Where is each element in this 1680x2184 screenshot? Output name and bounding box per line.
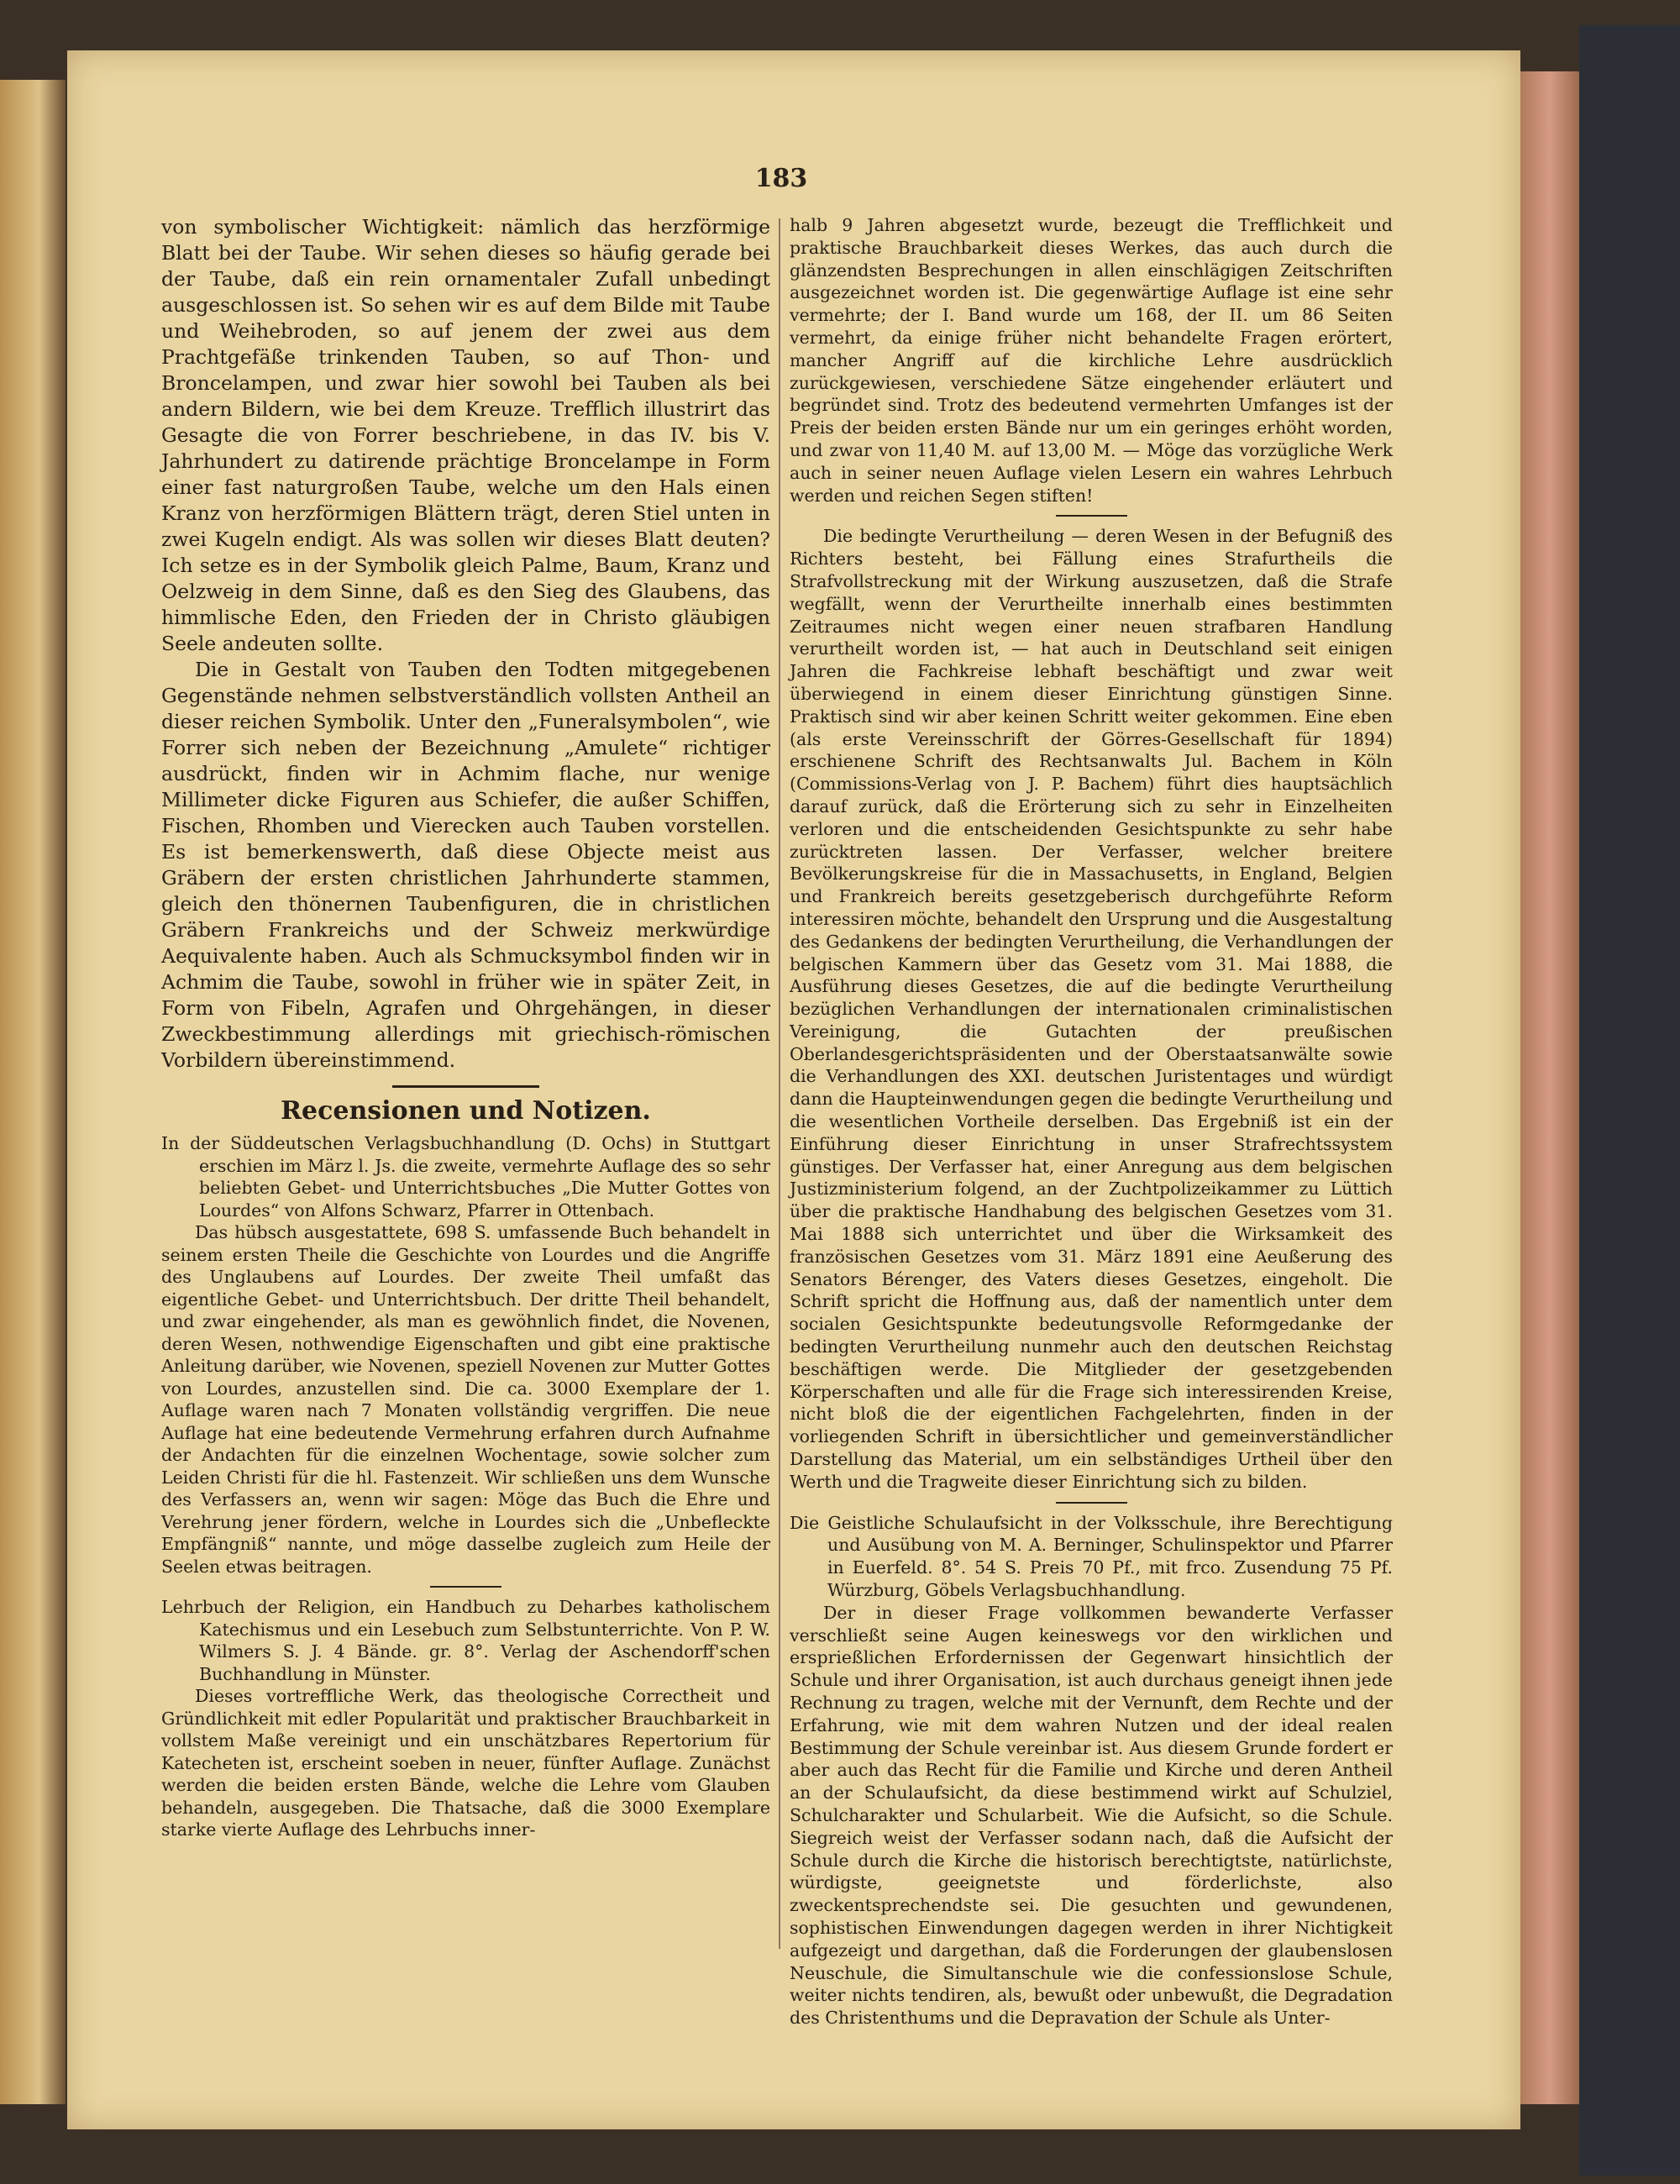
review-body: Das hübsch ausgestattete, 698 S. umfassende Buch behandelt in seinem ersten Theile die Geschichte von Lourdes und die Angriffe des Unglaubens auf Lourdes. Der zweite Theil umfaßt das eigentliche Gebet- und Unterrichtsbuch. Der dritte Theil behandelt, und zwar eingehender, als man es gewöhnlich findet, die Novenen, deren Wesen, nothwendige Eigenschaften und gibt eine praktische Anleitung darüber, wie Novenen, speziell Novenen zur Mutter Gottes von Lourdes, anzustellen sind. Die ca. 3000 Exemplare der 1. Auflage waren nach 7 Monaten vollständig vergriffen. Die neue Auflage hat eine bedeutende Vermehrung erfahren durch Aufnahme der Andachten für die einzelnen Wochentage, sowie solcher zum Leiden Christi für die hl. Fastenzeit. Wir schließen uns dem Wunsche des Verfassers an, wenn wir sagen: Möge das Buch die Ehre und Verehrung jener fördern, welche in Lourdes sich die „Unbefleckte Empfängniß“ nannte, und möge dasselbe zugleich zum Heile der Seelen etwas beitragen.: [161, 1222, 770, 1577]
facing-page-edge: [0, 80, 66, 2104]
separator-rule: [430, 1586, 501, 1588]
book-cover: [1579, 25, 1680, 2176]
separator-rule: [1056, 1502, 1127, 1504]
article-paragraph: Die in Gestalt von Tauben den Todten mitgegebenen Gegenstände nehmen selbstverständlich vollsten Antheil an dieser reichen Symbolik. Unter den „Funeralsymbolen“, wie Forrer sich neben der Bezeichnung „Amulete“ richtiger ausdrückt, finden wir in Achmim flache, nur wenige Millimeter dicke Figuren aus Schiefer, die außer Schiffen, Fischen, Rhomben und Vierecken auch Tauben vorstellen. Es ist bemerkenswerth, daß diese Objecte meist aus Gräbern der ersten christlichen Jahrhunderte stammen, gleich den thönernen Taubenfiguren, die in christlichen Gräbern Frankreichs und der Schweiz merkwürdige Aequivalente haben. Auch als Schmucksymbol finden wir in Achmim die Taube, sowohl in früher wie in später Zeit, in Form von Fibeln, Agrafen und Ohrgehängen, in dieser Zweckbestimmung allerdings mit griechisch-römischen Vorbildern übereinstimmend.: [161, 658, 770, 1072]
review-title: Die Geistliche Schulaufsicht in der Volksschule, ihre Berechtigung und Ausübung von M. A. Berninger, Schulinspektor und Pfarrer in Euerfeld. 8°. 54 S. Preis 70 Pf., mit frco. Zusendung 75 Pf. Würzburg, Göbels Verlagsbuchhandlung.: [790, 1512, 1393, 1601]
section-rule: [392, 1085, 539, 1088]
review-body-continued: halb 9 Jahren abgesetzt wurde, bezeugt die Trefflichkeit und praktische Brauchbarkeit dieses Werkes, das auch durch die glänzendsten Besprechungen in allen einschlägigen Zeitschriften ausgezeichnet worden ist. Die gegenwärtige Auflage ist eine sehr vermehrte; der I. Band wurde um 168, der II. um 86 Seiten vermehrt, da einige früher nicht behandelte Fragen erörtert, mancher Angriff auf die kirchliche Lehre ausdrücklich zurückgewiesen, verschiedene Sätze eingehender erläutert und begründet sind. Trotz des bedeutend vermehrten Umfanges ist der Preis der beiden ersten Bände nur um ein geringes erhöht worden, und zwar von 11,40 M. auf 13,00 M. — Möge das vorzügliche Werk auch in seiner neuen Auflage vielen Lesern ein wahres Lehrbuch werden und reichen Segen stiften!: [790, 215, 1393, 506]
page-number: 183: [754, 164, 808, 193]
article-paragraph: Die bedingte Verurtheilung — deren Wesen in der Befugniß des Richters besteht, bei Fällung eines Strafurtheils die Strafvollstreckung mit der Wirkung auszusetzen, daß die Strafe wegfällt, wenn der Verurtheilte innerhalb eines bestimmten Zeitraumes nicht wegen einer neuen strafbaren Handlung verurtheilt worden ist, — hat auch in Deutschland seit einigen Jahren die Fachkreise lebhaft beschäftigt und zwar weit überwiegend in einem dieser Einrichtung günstigen Sinne. Praktisch sind wir aber keinen Schritt weiter gekommen. Eine eben (als erste Vereinsschrift der Görres-Gesellschaft für 1894) erschienene Schrift des Rechtsanwalts Jul. Bachem in Köln (Commissions-Verlag von J. P. Bachem) führt dies hauptsächlich darauf zurück, daß die Erörterung sich zu sehr in Einzelheiten verloren und die entscheidenden Gesichtspunkte zu sehr habe zurücktreten lassen. Der Verfasser, welcher breitere Bevölkerungskreise für die in Massachusetts, in England, Belgien und Frankreich bereits gesetzgeberisch durchgeführte Reform interessiren möchte, behandelt den Ursprung und die Ausgestaltung des Gedankens der bedingten Verurtheilung, die Verhandlungen der belgischen Kammern über das Gesetz vom 31. Mai 1888, die Ausführung dieses Gesetzes, die auf die bedingte Verurtheilung bezüglichen Verhandlungen der internationalen criminalistischen Vereinigung, die Gutachten der preußischen Oberlandesgerichtspräsidenten und der Oberstaatsanwälte sowie die Verhandlungen des XXI. deutschen Juristentages und würdigt dann die Haupteinwendungen gegen die bedingte Verurtheilung und die wesentlichen Vortheile derselben. Das Ergebniß ist ein der Einführung dieser Einrichtung in unser Strafrechtssystem günstiges. Der Verfasser hat, einer Anregung aus dem belgischen Justizministerium folgend, an der Zuchtpolizeikammer zu Lüttich über die praktische Handhabung des belgischen Gesetzes vom 31. Mai 1888 sich unterrichtet und über die Wirksamkeit des französischen Gesetzes vom 31. März 1891 eine Aeußerung des Senators Bérenger, des Vaters dieses Gesetzes, eingeholt. Die Schrift spricht die Hoffnung aus, daß der namentlich unter dem socialen Gesichtspunkte bedeutungsvolle Reformgedanke der bedingten Verurtheilung nunmehr auch den deutschen Reichstag beschäftigen werde. Die Mitglieder der gesetzgebenden Körperschaften und alle für die Frage sich interessirenden Kreise, nicht bloß die der eigentlichen Fachgelehrten, finden in der vorliegenden Schrift in übersichtlicher und gemeinverständlicher Darstellung das Material, um ein selbständiges Urtheil über den Werth und die Tragweite dieser Einrichtung sich zu bilden.: [790, 526, 1393, 1492]
column-divider: [779, 218, 780, 1949]
review-body: Dieses vortreffliche Werk, das theologische Correctheit und Gründlichkeit mit edler Popularität und praktischer Brauchbarkeit in vollstem Maße vereinigt und ein unschätzbares Repertorium für Katecheten ist, erscheint soeben in neuer, fünfter Auflage. Zunächst werden die beiden ersten Bände, welche die Lehre vom Glauben behandeln, ausgegeben. Die Thatsache, daß die 3000 Exemplare starke vierte Auflage des Lehrbuchs inner-: [161, 1686, 770, 1840]
review-body: Der in dieser Frage vollkommen bewanderte Verfasser verschließt seine Augen keineswegs vor den wirklichen und ersprießlichen Erfordernissen der Gegenwart hinsichtlich der Schule und ihrer Organisation, ist auch durchaus geneigt ihnen jede Rechnung zu tragen, welche mit der Vernunft, dem Rechte und der Erfahrung, wie mit dem wahren Nutzen und der ideal realen Bestimmung der Schule vereinbar ist. Aus diesem Grunde fordert er aber auch das Recht für die Familie und Kirche und deren Antheil an der Schulaufsicht, da diese bestimmend wirkt auf Schulziel, Schulcharakter und Schularbeit. Wie die Aufsicht, so die Schule. Siegreich weist der Verfasser sodann nach, daß die Aufsicht der Schule durch die Kirche die historisch berechtigtste, natürlichste, würdigste, geeignetste und förderlichste, also zweckentsprechendste sei. Die gesuchten und gewundenen, sophistischen Einwendungen dagegen werden in ihrer Nichtigkeit aufgezeigt und dargethan, daß die Forderungen der glaubenslosen Neuschule, die Simultanschule wie die confessionslose Schule, weiter nichts tendiren, als, bewußt oder unbewußt, die Degradation des Christenthums und die Depravation der Schule als Unter-: [790, 1602, 1393, 2029]
separator-rule: [1056, 515, 1127, 517]
right-column: [790, 214, 1393, 2029]
left-column: [161, 214, 770, 1841]
review-title: In der Süddeutschen Verlagsbuchhandlung (D. Ochs) in Stuttgart erschien im März l. Js. die zweite, vermehrte Auflage des so sehr beliebten Gebet- und Unterrichtsbuches „Die Mutter Gottes von Lourdes“ von Alfons Schwarz, Pfarrer in Ottenbach.: [161, 1133, 770, 1221]
article-paragraph: von symbolischer Wichtigkeit: nämlich das herzförmige Blatt bei der Taube. Wir sehen dieses so häufig gerade bei der Taube, daß ein rein ornamentaler Zufall unbedingt ausgeschlossen ist. So sehen wir es auf dem Bilde mit Taube und Weihebroden, so auf jenem der zwei aus dem Prachtgefäße trinkenden Tauben, so auf Thon- und Broncelampen, und zwar hier sowohl bei Tauben als bei andern Bildern, wie bei dem Kreuze. Trefflich illustrirt das Gesagte die von Forrer beschriebene, in das IV. bis V. Jahrhundert zu datirende prächtige Broncelampe in Form einer fast naturgroßen Taube, welche um den Hals einen Kranz von herzförmigen Blättern trägt, deren Stiel unten in zwei Kugeln endigt. Als was sollen wir dieses Blatt deuten? Ich setze es in der Symbolik gleich Palme, Baum, Kranz und Oelzweig in dem Sinne, daß es den Sieg des Glaubens, das himmlische Eden, den Frieden der in Christo gläubigen Seele andeuten sollte.: [161, 215, 770, 655]
section-heading: Recensionen und Notizen.: [281, 1096, 651, 1126]
review-title: Lehrbuch der Religion, ein Handbuch zu Deharbes katholischem Katechismus und ein Lesebuch zum Selbstunterrichte. Von P. W. Wilmers S. J. 4 Bände. gr. 8°. Verlag der Aschendorff'schen Buchhandlung in Münster.: [161, 1597, 770, 1684]
page-block-edge: [1520, 71, 1579, 2104]
